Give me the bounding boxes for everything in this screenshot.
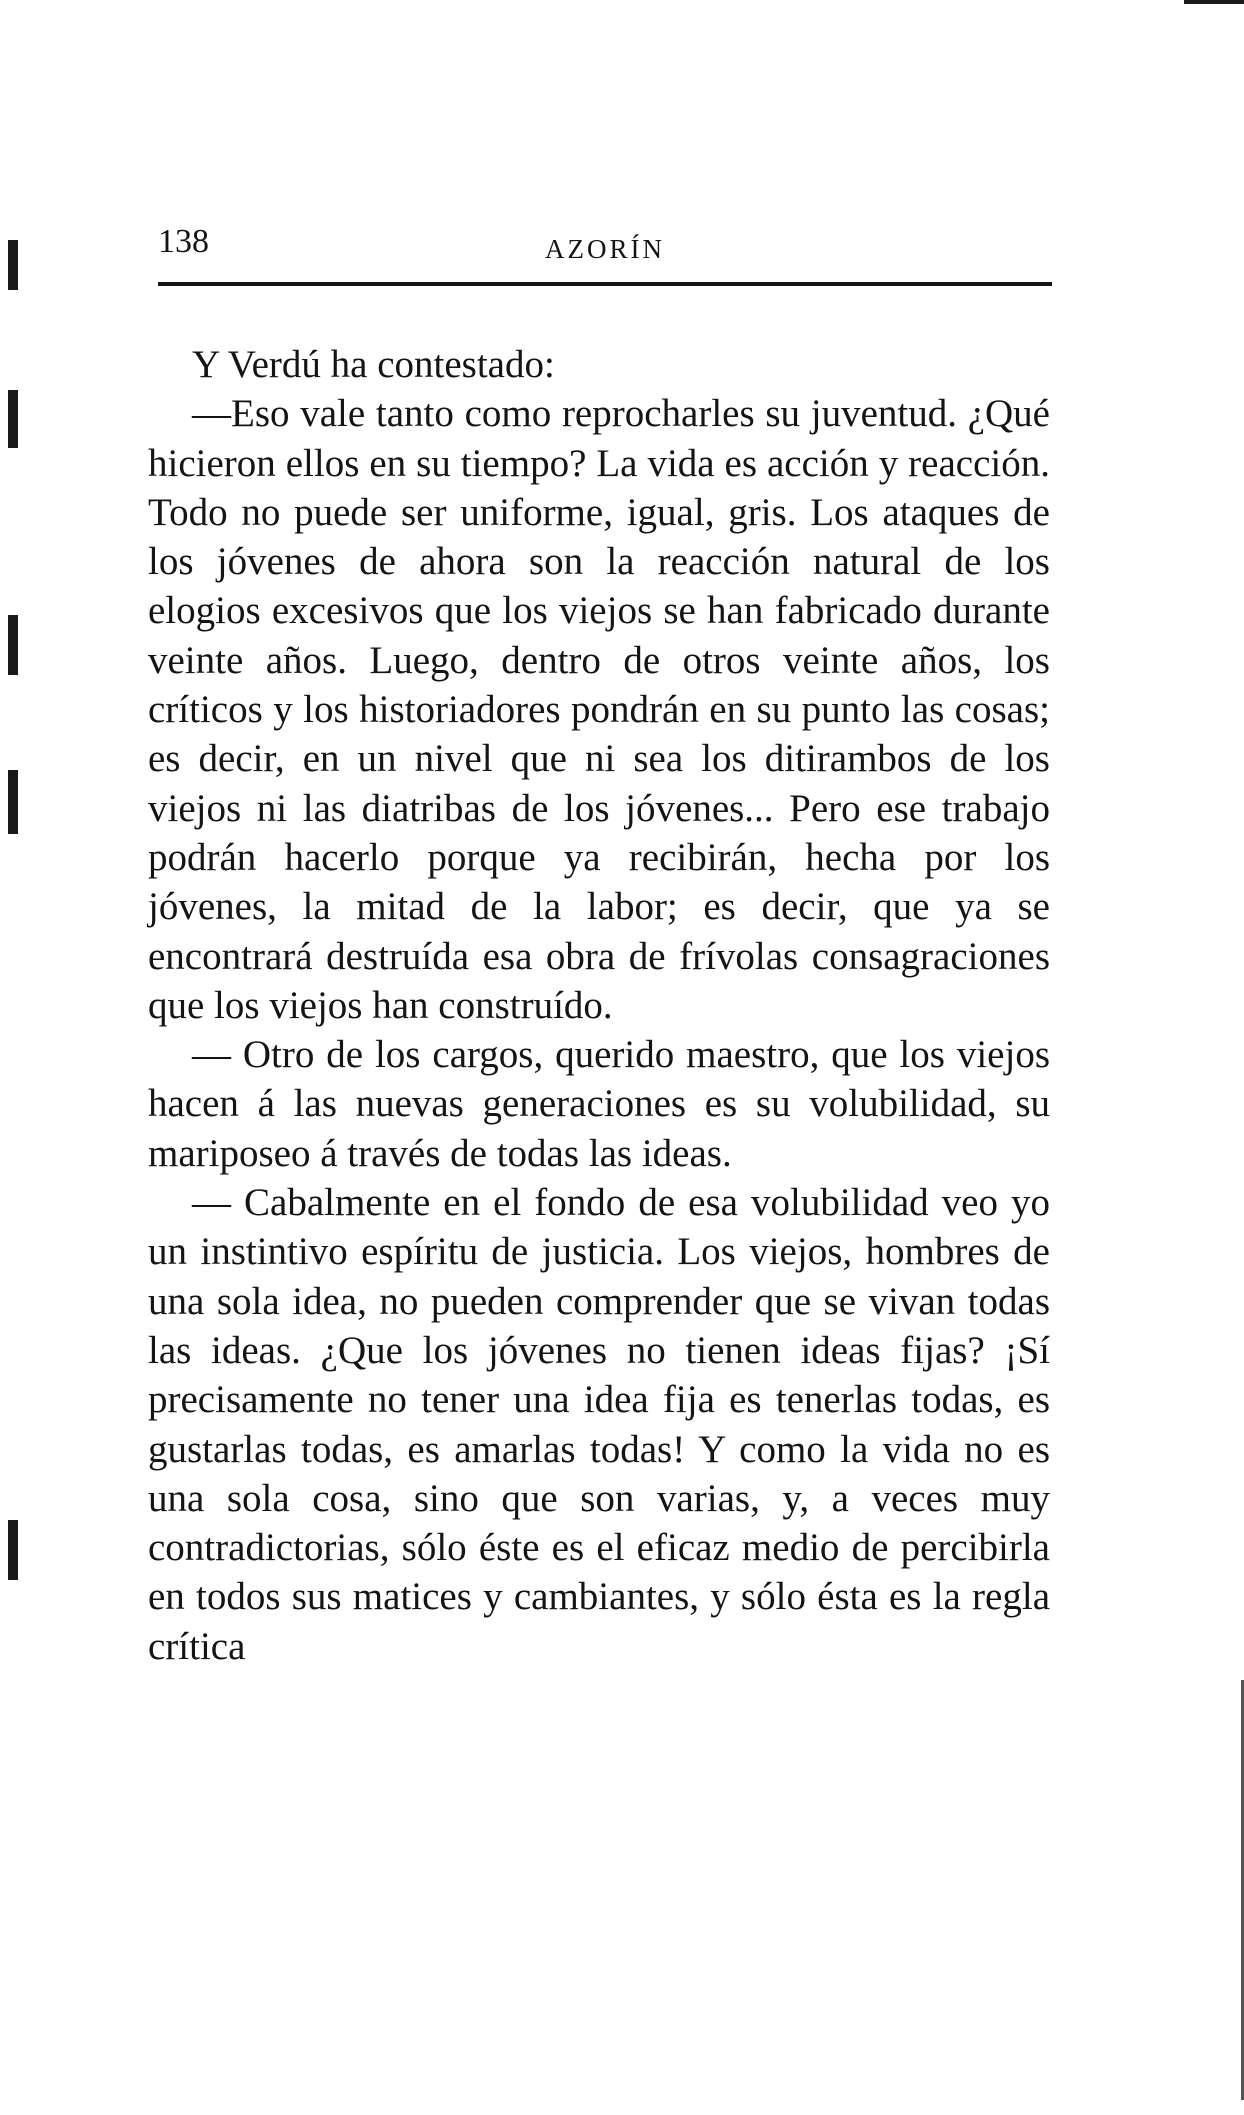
- page-number: 138: [158, 223, 209, 260]
- body-text: [148, 340, 1050, 1671]
- binding-mark: [8, 390, 18, 448]
- binding-mark: [8, 1520, 18, 1580]
- corner-mark: [1184, 0, 1244, 4]
- binding-mark: [8, 770, 18, 834]
- paragraph: — Otro de los cargos, querido maestro, que los viejos hacen á las nuevas generaciones es su volubilidad, su mariposeo á través de todas las ideas.: [148, 1033, 1050, 1175]
- paragraph: Y Verdú ha contestado:: [192, 343, 555, 386]
- binding-mark: [8, 240, 18, 290]
- running-head: AZORÍN: [545, 234, 665, 264]
- paragraph: — Cabalmente en el fondo de esa volubilidad veo yo un instintivo espíritu de justicia. Los viejos, hombres de una sola idea, no pueden comprender que se vivan todas las ideas. ¿Que los jóvenes no tienen ideas fijas? ¡Sí precisamente no tener una idea fija es tenerlas todas, es gustarlas todas, es amarlas todas! Y como la vida no es una sola cosa, sino que son varias, y, a veces muy contradictorias, sólo éste es el eficaz medio de percibirla en todos sus matices y cambiantes, y sólo ésta es la regla crítica: [148, 1181, 1050, 1668]
- paragraph: —Eso vale tanto como reprocharles su juventud. ¿Qué hicieron ellos en su tiempo? La vida es acción y reacción. Todo no puede ser uniforme, igual, gris. Los ataques de los jóvenes de ahora son la reacción natural de los elogios excesivos que los viejos se han fabricado durante veinte años. Luego, dentro de otros veinte años, los críticos y los historiadores pondrán en su punto las cosas; es decir, en un nivel que ni sea los ditirambos de los viejos ni las diatribas de los jóvenes... Pero ese trabajo podrán hacerlo porque ya recibirán, hecha por los jóvenes, la mitad de la labor; es decir, que ya se encontrará destruída esa obra de frívolas consagraciones que los viejos han construído.: [148, 392, 1050, 1027]
- page-header: [158, 222, 1052, 282]
- binding-mark: [8, 615, 18, 675]
- header-rule: [158, 282, 1052, 286]
